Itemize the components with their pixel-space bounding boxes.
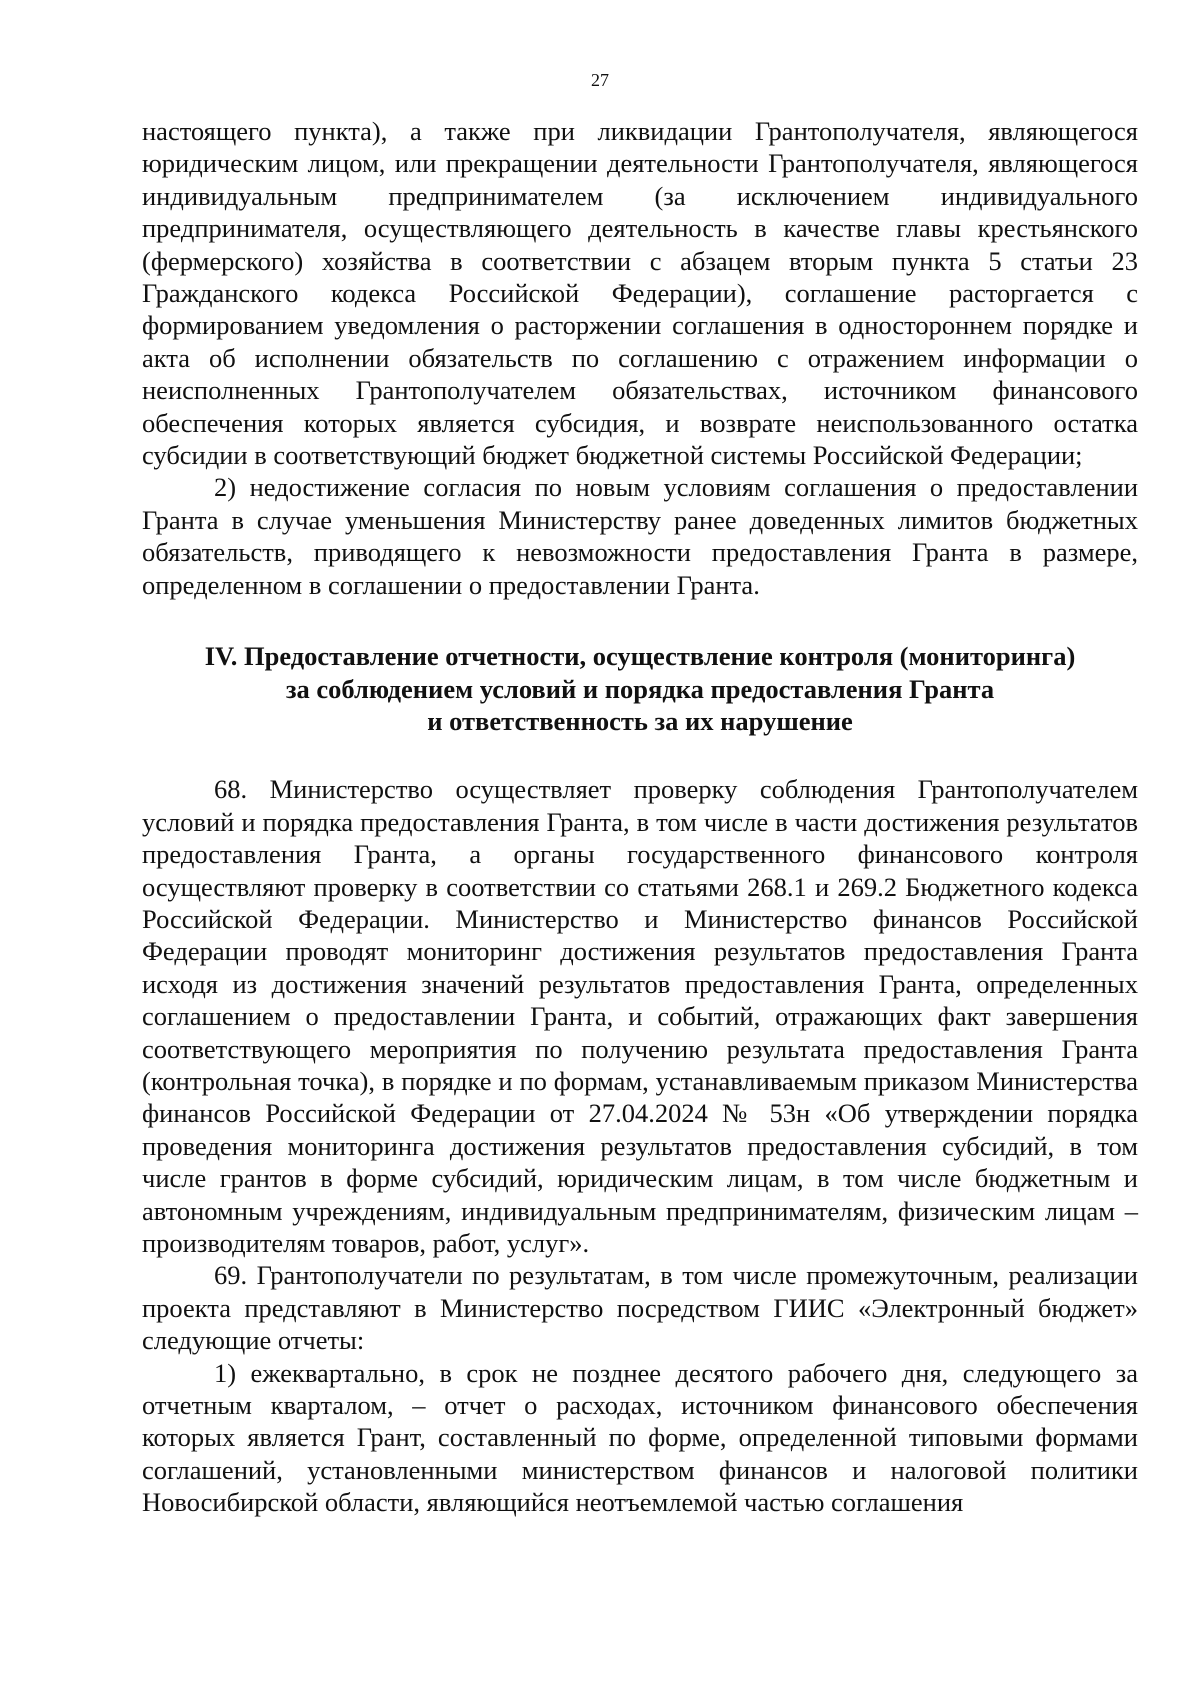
- page-number: 27: [591, 70, 609, 90]
- section-heading-line: за соблюдением условий и порядка предоставления Гранта: [285, 673, 995, 704]
- paragraph: 2) недостижение согласия по новым условиям соглашения о предоставлении Гранта в случае уменьшения Министерству ранее доведенных лимитов бюджетных обязательств, приводящего к невозможности предоставления Гранта в размере, определенном в соглашении о предоставлении Гранта.: [142, 472, 1138, 600]
- paragraph: 1) ежеквартально, в срок не позднее десятого рабочего дня, следующего за отчетным кварталом, – отчет о расходах, источником финансового обеспечения которых является Грант, составленный по форме, определенной типовыми формами соглашений, установленными министерством финансов и налоговой политики Новосибирской области, являющийся неотъемлемой частью соглашения: [142, 1357, 1138, 1518]
- section-heading-line: IV. Предоставление отчетности, осуществление контроля (мониторинга): [204, 641, 1076, 672]
- section-heading-line: и ответственность за их нарушение: [427, 705, 853, 736]
- document-body: [142, 115, 1138, 1519]
- paragraph: 69. Грантополучатели по результатам, в том числе промежуточным, реализации проекта представляют в Министерство посредством ГИИС «Электронный бюджет» следующие отчеты:: [142, 1260, 1138, 1356]
- section-heading: [142, 640, 1138, 737]
- paragraph: 68. Министерство осуществляет проверку соблюдения Грантополучателем условий и порядка предоставления Гранта, в том числе в части достижения результатов предоставления Гранта, а органы государственного финансового контроля осуществляют проверку в соответствии со статьями 268.1 и 269.2 Бюджетного кодекса Российской Федерации. Министерство и Министерство финансов Российской Федерации проводят мониторинг достижения результатов предоставления Гранта исходя из достижения значений результатов предоставления Гранта, определенных соглашением о предоставлении Гранта, и событий, отражающих факт завершения соответствующего мероприятия по получению результата предоставления Гранта (контрольная точка), в порядке и по формам, устанавливаемым приказом Министерства финансов Российской Федерации от 27.04.2024 № 53н «Об утверждении порядка проведения мониторинга достижения результатов предоставления субсидий, в том числе грантов в форме субсидий, юридическим лицам, в том числе бюджетным и автономным учреждениям, индивидуальным предпринимателям, физическим лицам – производителям товаров, работ, услуг».: [142, 774, 1138, 1258]
- paragraph: настоящего пункта), а также при ликвидации Грантополучателя, являющегося юридическим лицом, или прекращении деятельности Грантополучателя, являющегося индивидуальным предпринимателем (за исключением индивидуального предпринимателя, осуществляющего деятельность в качестве главы крестьянского (фермерского) хозяйства в соответствии с абзацем вторым пункта 5 статьи 23 Гражданского кодекса Российской Федерации), соглашение расторгается с формированием уведомления о расторжении соглашения в одностороннем порядке и акта об исполнении обязательств по соглашению с отражением информации о неисполненных Грантополучателем обязательствах, источником финансового обеспечения которых является субсидия, и возврате неиспользованного остатка субсидии в соответствующий бюджет бюджетной системы Российской Федерации;: [142, 116, 1138, 471]
